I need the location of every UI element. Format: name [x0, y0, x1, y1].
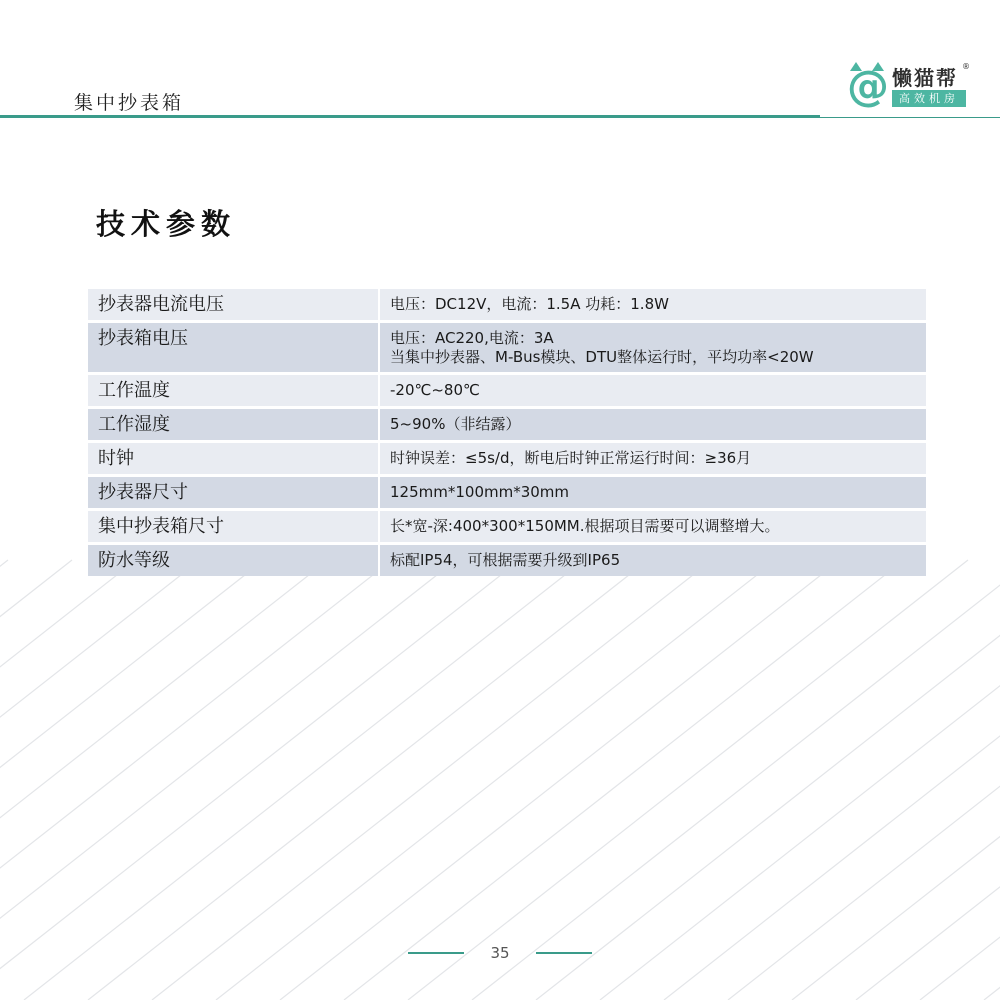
spec-label: 时钟: [88, 443, 380, 474]
table-row: [88, 409, 926, 440]
spec-value: [380, 323, 926, 372]
spec-value-line: 当集中抄表器、M-Bus模块、DTU整体运行时，平均功率<20W: [390, 348, 814, 366]
header-title: 集中抄表箱: [74, 92, 185, 114]
cat-at-icon: @: [847, 61, 889, 110]
spec-label: 工作湿度: [88, 409, 380, 440]
spec-value: [380, 477, 926, 508]
spec-value: [380, 545, 926, 576]
spec-label: 集中抄表箱尺寸: [88, 511, 380, 542]
spec-label: 抄表器尺寸: [88, 477, 380, 508]
footer-line-right: [536, 952, 592, 954]
footer-line-left: [408, 952, 464, 954]
logo-text: 懒猫帮: [892, 66, 958, 90]
table-row: [88, 545, 926, 576]
table-row: [88, 477, 926, 508]
table-row: [88, 323, 926, 372]
section-title: 技术参数: [96, 207, 237, 241]
spec-value: [380, 443, 926, 474]
spec-value: [380, 511, 926, 542]
spec-value: [380, 289, 926, 320]
table-row: [88, 375, 926, 406]
page-number: 35: [490, 944, 510, 962]
spec-table: [88, 286, 926, 579]
header-divider: [0, 115, 820, 118]
table-row: [88, 511, 926, 542]
spec-label: 抄表箱电压: [88, 323, 380, 372]
logo-subtitle: 高效机房: [892, 90, 966, 107]
spec-value-line: 长*宽-深:400*300*150MM.根据项目需要可以调整增大。: [390, 517, 780, 535]
table-row: [88, 443, 926, 474]
spec-value-line: -20℃~80℃: [390, 381, 480, 399]
spec-label: 工作温度: [88, 375, 380, 406]
spec-value: [380, 375, 926, 406]
spec-value-line: 电压：AC220,电流：3A: [390, 329, 554, 347]
spec-value: [380, 409, 926, 440]
spec-label: 抄表器电流电压: [88, 289, 380, 320]
spec-value-line: 电压：DC12V，电流：1.5A 功耗：1.8W: [390, 295, 669, 313]
spec-value-line: 时钟误差：≤5s/d，断电后时钟正常运行时间：≥36月: [390, 449, 752, 467]
brand-logo: [846, 62, 970, 112]
table-row: [88, 289, 926, 320]
header-divider-thin: [820, 117, 1000, 118]
spec-value-line: 125mm*100mm*30mm: [390, 483, 570, 501]
spec-label: 防水等级: [88, 545, 380, 576]
spec-value-line: 标配IP54，可根据需要升级到IP65: [390, 551, 621, 569]
spec-value-line: 5~90%（非结露）: [390, 415, 521, 433]
registered-mark: ®: [962, 62, 970, 71]
